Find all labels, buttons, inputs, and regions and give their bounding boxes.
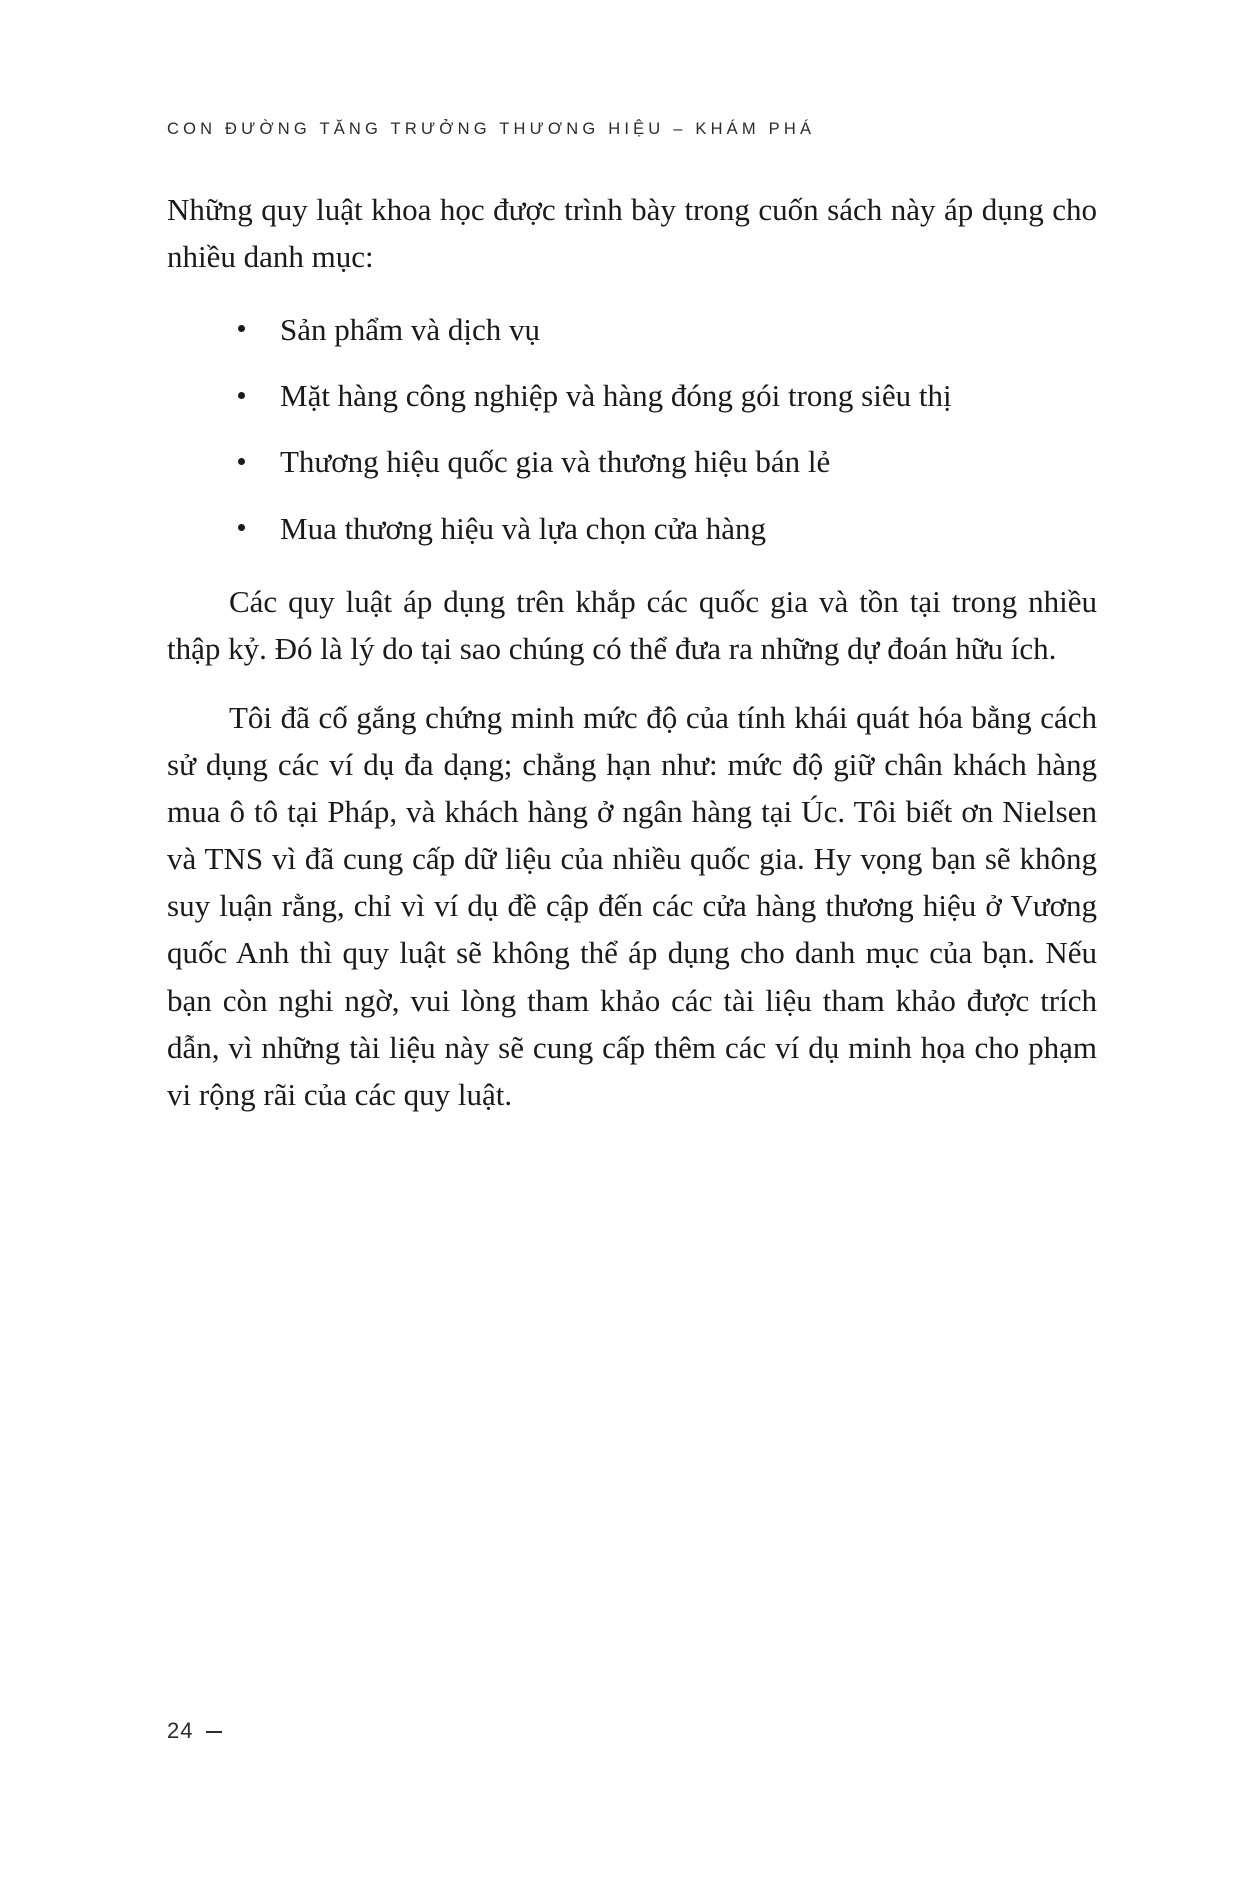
bullet-dot-icon [238, 325, 245, 332]
paragraph-intro: Những quy luật khoa học được trình bày trong cuốn sách này áp dụng cho nhiều danh mục: [167, 192, 1097, 275]
running-head: CON ĐƯỜNG TĂNG TRƯỞNG THƯƠNG HIỆU – KHÁM PHÁ [167, 120, 816, 138]
page-body [167, 186, 1097, 1118]
paragraph-generalisation: Tôi đã cố gắng chứng minh mức độ của tính khái quát hóa bằng cách sử dụng các ví dụ đa dạng; chẳng hạn như: mức độ giữ chân khách hàng mua ô tô tại Pháp, và khách hàng ở ngân hàng tại Úc. Tôi biết ơn Nielsen và TNS vì đã cung cấp dữ liệu của nhiều quốc gia. Hy vọng bạn sẽ không suy luận rằng, chỉ vì ví dụ đề cập đến các cửa hàng thương hiệu ở Vương quốc Anh thì quy luật sẽ không thể áp dụng cho danh mục của bạn. Nếu bạn còn nghi ngờ, vui lòng tham khảo các tài liệu tham khảo được trích dẫn, vì những tài liệu này sẽ cung cấp thêm các ví dụ minh họa cho phạm vi rộng rãi của các quy luật. [167, 699, 1097, 1112]
list-item [167, 438, 1097, 485]
bullet-list [167, 306, 1097, 551]
list-item-label: Thương hiệu quốc gia và thương hiệu bán lẻ [280, 444, 831, 480]
list-item [167, 505, 1097, 552]
list-item-label: Mua thương hiệu và lựa chọn cửa hàng [280, 510, 767, 546]
bullet-dot-icon [238, 524, 245, 531]
page-footer [167, 1718, 222, 1744]
list-item [167, 372, 1097, 419]
bullet-dot-icon [238, 458, 245, 465]
footer-dash-icon [206, 1731, 222, 1733]
paragraph-laws-scope: Các quy luật áp dụng trên khắp các quốc gia và tồn tại trong nhiều thập kỷ. Đó là lý do tại sao chúng có thể đưa ra những dự đoán hữu ích. [167, 583, 1097, 666]
list-item-label: Mặt hàng công nghiệp và hàng đóng gói trong siêu thị [280, 378, 952, 414]
list-item [167, 306, 1097, 353]
bullet-dot-icon [238, 392, 245, 399]
page-number: 24 [167, 1718, 194, 1743]
list-item-label: Sản phẩm và dịch vụ [280, 312, 541, 348]
